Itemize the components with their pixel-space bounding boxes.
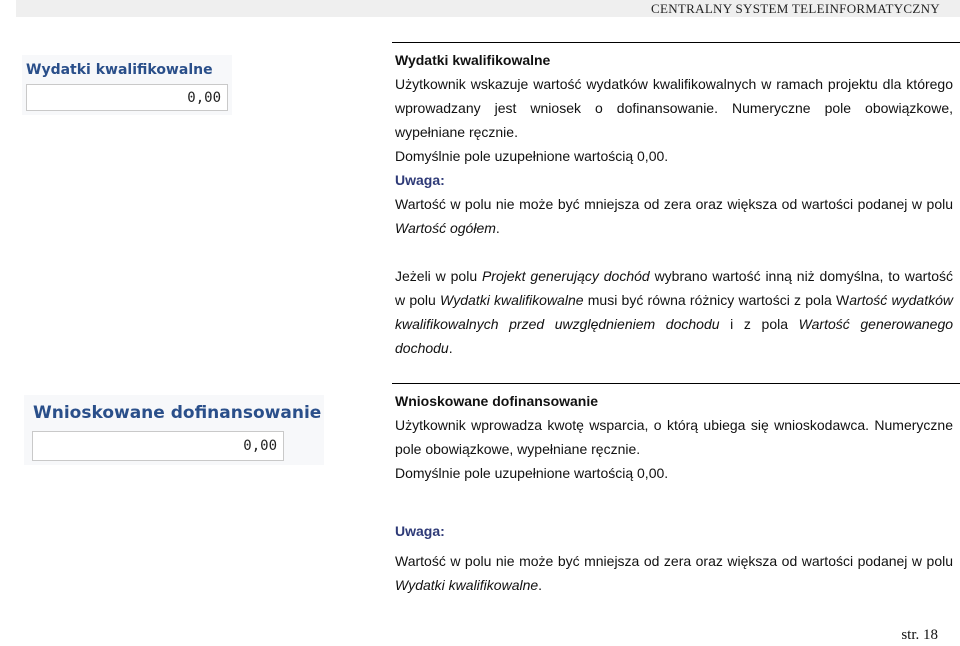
widget-label-wnioskowane: Wnioskowane dofinansowanie	[33, 403, 322, 423]
warning-label: Uwaga:	[395, 172, 445, 188]
section-wnioskowane-text	[395, 389, 953, 597]
section-heading: Wydatki kwalifikowalne	[395, 52, 551, 68]
condition-paragraph: Jeżeli w polu Projekt generujący dochód wybrano wartość inną niż domyślna, to wartość w polu Wydatki kwalifikowalne musi być równa różnicy wartości z pola Wartość wydatków kwalifikowalnych przed uwzględnieniem dochodu i z pola Wartość generowanego dochodu.	[395, 268, 954, 356]
warning-text: Wartość w polu nie może być mniejsza od zera oraz większa od wartości podanej w polu Wartość ogółem.	[395, 196, 953, 236]
widget-label-wydatki: Wydatki kwalifikowalne	[26, 62, 213, 78]
warning-text: Wartość w polu nie może być mniejsza od zera oraz większa od wartości podanej w polu Wydatki kwalifikowalne.	[395, 553, 953, 593]
page-number: str. 18	[901, 627, 938, 643]
section-heading: Wnioskowane dofinansowanie	[395, 393, 599, 409]
description-paragraph: Użytkownik wprowadza kwotę wsparcia, o którą ubiega się wnioskodawca. Numeryczne pole obowiązkowe, wypełniane ręcznie.	[395, 417, 953, 457]
section-divider	[392, 383, 960, 384]
default-value-note: Domyślnie pole uzupełnione wartością 0,00.	[395, 465, 669, 481]
warning-label: Uwaga:	[395, 523, 445, 539]
description-paragraph: Użytkownik wskazuje wartość wydatków kwalifikowalnych w ramach projektu dla którego wprowadzany jest wniosek o dofinansowanie. Numeryczne pole obowiązkowe, wypełniane ręcznie.	[395, 76, 953, 140]
field-value: 0,00	[187, 89, 221, 106]
section-wydatki-text	[395, 48, 953, 360]
section-divider	[392, 42, 960, 43]
wnioskowane-dofinansowanie-input[interactable]	[32, 431, 284, 461]
field-value: 0,00	[243, 438, 277, 454]
document-header: CENTRALNY SYSTEM TELEINFORMATYCZNY	[16, 0, 960, 17]
default-value-note: Domyślnie pole uzupełnione wartością 0,00.	[395, 148, 669, 164]
wydatki-kwalifikowalne-input[interactable]	[26, 84, 228, 111]
